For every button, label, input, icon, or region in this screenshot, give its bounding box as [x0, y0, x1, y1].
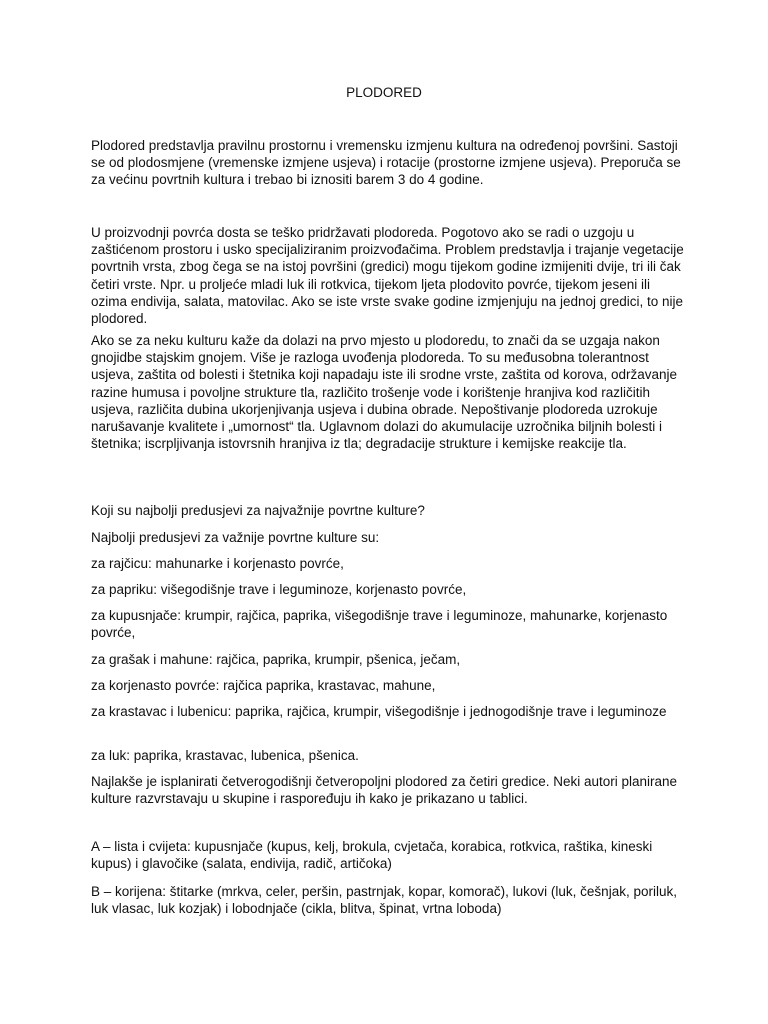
list-item-luk: za luk: paprika, krastavac, lubenica, pšenica.: [91, 748, 359, 763]
list-item-paprika: za papriku: višegodišnje trave i leguminoze, korjenasto povrće,: [91, 582, 467, 597]
list-item-kupusnjace: za kupusnjače: krumpir, rajčica, paprika, višegodišnje trave i leguminoze, mahunarke, korjenasto povrće,: [91, 608, 668, 641]
list-item-korjenasto: za korjenasto povrće: rajčica paprika, krastavac, mahune,: [91, 678, 436, 693]
group-a-paragraph: A – lista i cvijeta: kupusnjače (kupus, kelj, brokula, cvjetača, korabica, rotkvica, raštika, kineski kupus) i glavočike (salata, endivija, radič, artičoka): [91, 839, 653, 872]
group-b-paragraph: B – korijena: štitarke (mrkva, celer, peršin, pastrnjak, kopar, komorač), lukovi (luk, češnjak, poriluk, luk vlasac, luk kozjak) i lobodnjače (cikla, blitva, špinat, vrtna loboda): [91, 884, 677, 917]
best-precrops-intro: Najbolji predusjevi za važnije povrtne kulture su:: [91, 530, 380, 545]
question-paragraph: Koji su najbolji predusjevi za najvažnije povrtne kulture?: [91, 503, 425, 518]
document-title: PLODORED: [346, 85, 422, 100]
list-item-krastavac: za krastavac i lubenicu: paprika, rajčica, krumpir, višegodišnje i jednogodišnje trave i leguminoze: [91, 704, 667, 719]
intro-paragraph: Plodored predstavlja pravilnu prostornu i vremensku izmjenu kultura na određenoj površini. Sastoji se od plodosmjene (vremenske izmjene usjeva) i rotacije (prostorne izmjene usjeva). Preporuča se za većinu povrtnih kultura i trebao bi iznositi barem 3 do 4 godine.: [91, 138, 681, 188]
list-item-rajcica: za rajčicu: mahunarke i korjenasto povrće,: [91, 556, 344, 571]
reasons-paragraph: Ako se za neku kulturu kaže da dolazi na prvo mjesto u plodoredu, to znači da se uzgaja nakon gnojidbe stajskim gnojem. Više je razloga uvođenja plodoreda. To su međusobna tolerantnost usjeva, zaštita od bolesti i štetnika koji napadaju iste ili srodne vrste, zaštita od korova, održavanje razine humusa i povoljne strukture tla, različito trošenje vode i korištenje hranjiva kod različitih usjeva, različita dubina ukorjenjivanja usjeva i dubina obrade. Nepoštivanje plodoreda uzrokuje narušavanje kvalitete i „umornost“ tla. Uglavnom dolazi do akumulacije uzročnika biljnih bolesti i štetnika; iscrpljivanja istovrsnih hranjiva iz tla; degradacije strukture i kemijske reakcije tla.: [91, 333, 678, 452]
planning-paragraph: Najlakše je isplanirati četverogodišnji četveropoljni plodored za četiri gredice. Neki autori planirane kulture razvrstavaju u skupine i raspoređuju ih kako je prikazano u tablici.: [91, 774, 678, 807]
list-item-grasak: za grašak i mahune: rajčica, paprika, krumpir, pšenica, ječam,: [91, 652, 461, 667]
production-paragraph: U proizvodnji povrća dosta se teško pridržavati plodoreda. Pogotovo ako se radi o uzgoju u zaštićenom prostoru i usko specijaliziranim proizvođačima. Problem predstavlja i trajanje vegetacije povrtnih vrsta, zbog čega se na istoj površini (gredici) mogu tijekom godine izmijeniti dvije, tri ili čak četiri vrste. Npr. u proljeće mladi luk ili rotkvica, tijekom ljeta plodovito povrće, tijekom jeseni ili ozima endivija, salata, matovilac. Ako se iste vrste svake godine izmjenjuju na jednoj gredici, to nije plodored.: [91, 225, 684, 327]
